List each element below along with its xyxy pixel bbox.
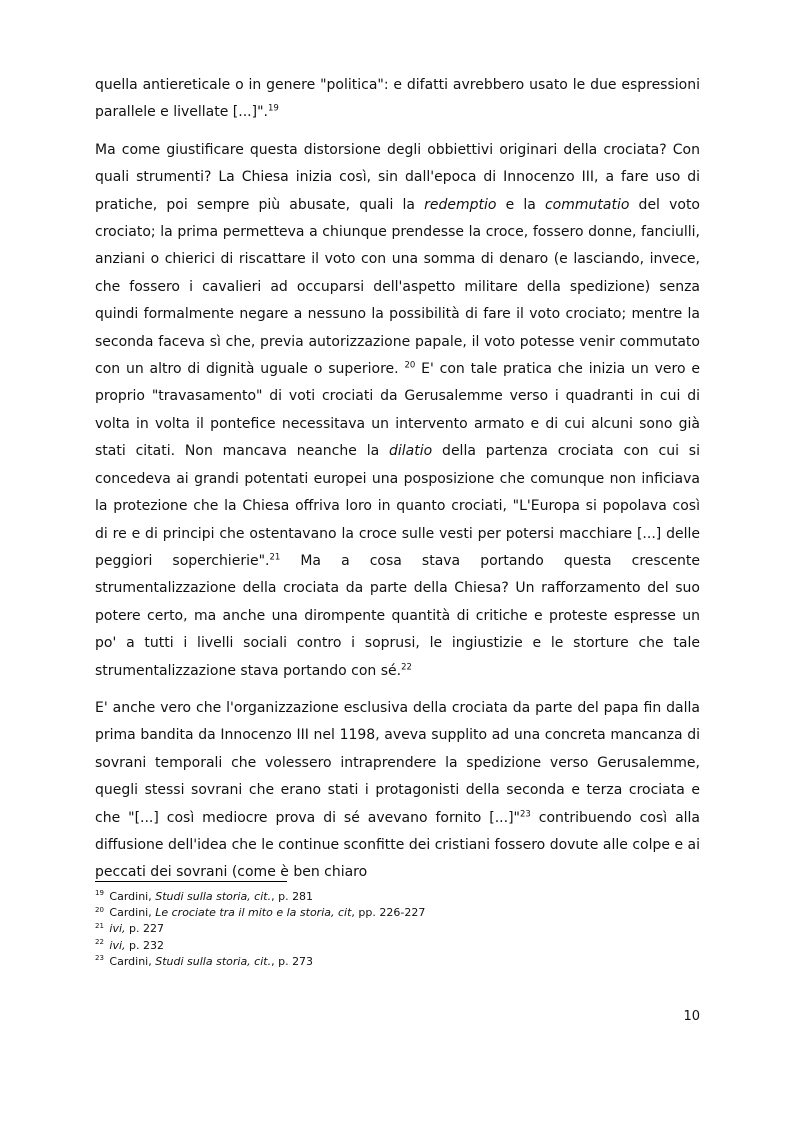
footnote <box>95 921 695 937</box>
text-run: e la <box>496 196 545 213</box>
text-run: contribuendo così alla diffusione dell'idea che le continue sconfitte dei cristiani fossero dovute alle colpe e ai peccati dei sovrani (come è ben chiaro <box>95 809 701 881</box>
footnote-ref: 22 <box>95 937 104 946</box>
text-run: E' anche vero che l'organizzazione esclusiva della crociata da parte del papa fin dalla prima bandita da Innocenzo III nel 1198, aveva supplito ad una concreta mancanza di sovrani temporali che volessero intraprendere la spedizione verso Gerusalemme, quegli stessi sovrani che erano stati i protagonisti della seconda e terza crociata e che "[...] così mediocre prova di sé avevano fornito [...]" <box>95 699 700 826</box>
italic-text: ivi, <box>109 938 126 952</box>
text-run: Cardini, <box>105 890 156 903</box>
footnote <box>95 938 695 954</box>
text-run: , p. 281 <box>271 890 314 903</box>
footnote-ref: 21 <box>95 921 104 930</box>
paragraph <box>95 695 700 887</box>
text-run: p. 227 <box>125 922 165 936</box>
text-run: p. 232 <box>125 938 165 952</box>
body-text <box>95 72 700 897</box>
italic-text: Le crociate tra il mito e la storia, cit <box>155 906 352 920</box>
footnote <box>95 889 695 905</box>
footnote-ref: 20 <box>404 360 416 371</box>
text-run: E' con tale pratica che inizia un vero e proprio "travasamento" di voti crociati da Gerusalemme verso i quadranti in cui di volta in volta il pontefice necessitava un intervento armato e di cui alcuni sono già stati citati. Non mancava neanche la <box>95 361 700 460</box>
footnote-separator <box>95 881 287 882</box>
text-run: quella antiereticale o in genere "politica": e difatti avrebbero usato le due espressioni parallele e livellate [...]". <box>95 77 700 121</box>
footnote-ref: 19 <box>267 103 279 114</box>
italic-text: Studi sulla storia, cit. <box>155 890 272 903</box>
text-run: della partenza crociata con cui si concedeva ai grandi potentati europei una posposizione che comunque non inficiava la protezione che la Chiesa offriva loro in quanto crociati, "L'Europa si popolava così di re e di principi che ostentavano la croce sulle vesti per potersi macchiare [...] delle peggiori soperchierie". <box>95 443 700 569</box>
footnote-ref: 23 <box>95 954 104 963</box>
paragraph <box>95 137 700 685</box>
text-run: Ma come giustificare questa distorsione degli obbiettivi originari della crociata? Con quali strumenti? La Chiesa inizia così, sin dall'epoca di Innocenzo III, a fare uso di pratiche, poi sempre più abusate, quali la <box>95 141 700 213</box>
text-run: del voto crociato; la prima permetteva a chiunque prendesse la croce, fossero donne, fanciulli, anziani o chierici di riscattare il voto con una somma di denaro (e lasciando, invece, che fossero i cavalieri ad occuparsi dell'aspetto militare della spedizione) senza quindi formalmente negare a nessuno la possibilità di fare il voto crociato; mentre la seconda faceva sì che, previa autorizzazione papale, il voto potesse venir commutato con un altro di dignità uguale o superiore. <box>95 196 700 378</box>
italic-text: Studi sulla storia, cit. <box>155 954 272 968</box>
text-run: Cardini, <box>105 954 156 968</box>
footnotes <box>95 889 695 970</box>
footnote-ref: 21 <box>269 552 281 563</box>
footnote-ref: 19 <box>95 889 104 898</box>
paragraph <box>95 72 700 127</box>
footnote <box>95 905 695 921</box>
text-run: Ma a cosa stava portando questa crescente strumentalizzazione della crociata da parte della Chiesa? Un rafforzamento del suo potere certo, ma anche una dirompente quantità di critiche e proteste espresse un po' a tutti i livelli sociali contro i soprusi, le ingiustizie e le storture che tale strumentalizzazione stava portando con sé. <box>95 552 700 679</box>
italic-text: ivi, <box>109 922 126 936</box>
italic-text: redemptio <box>424 196 497 213</box>
page-number: 10 <box>683 1009 700 1024</box>
italic-text: dilatio <box>389 443 433 460</box>
text-run: , pp. 226-227 <box>351 906 426 920</box>
text-run: Cardini, <box>105 906 156 920</box>
italic-text: commutatio <box>544 196 630 213</box>
text-run: , p. 273 <box>271 954 314 968</box>
footnote-ref: 22 <box>401 661 412 672</box>
footnote-ref: 20 <box>95 905 104 914</box>
footnote-ref: 23 <box>519 808 531 819</box>
footnote <box>95 954 695 970</box>
